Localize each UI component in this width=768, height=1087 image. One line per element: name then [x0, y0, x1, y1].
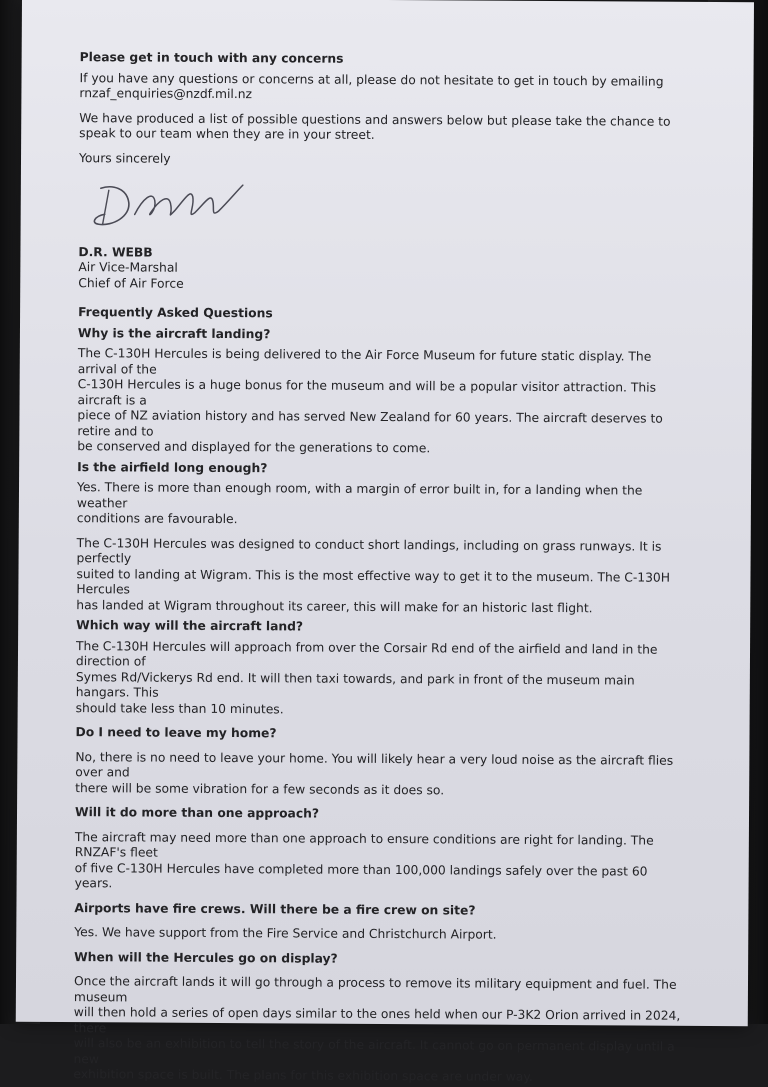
letter-content [73, 50, 689, 1086]
faq-intro-line: We have produced a list of possible questions and answers below but please take the chance to [79, 110, 671, 129]
faq-question: Is the airfield long enough? [77, 459, 268, 475]
faq-question: Which way will the aircraft land? [76, 618, 304, 634]
handwritten-signature [87, 174, 287, 235]
faq-heading: Frequently Asked Questions [78, 305, 273, 321]
faq-question: When will the Hercules go on display? [74, 949, 338, 966]
faq-answer-line: there will be some vibration for a few seconds as it does so. [75, 780, 445, 797]
contact-heading: Please get in touch with any concerns [79, 50, 344, 66]
faq-answer-line: The C-130H Hercules will approach from over the Corsair Rd end of the airfield and land in the direction of [75, 638, 658, 669]
faq-answer-line: piece of NZ aviation history and has served New Zealand for 60 years. The aircraft deserves to retire and to [77, 408, 663, 439]
faq-answer-line: has landed at Wigram throughout its career, this will make for an historic last flight. [76, 597, 593, 615]
faq-question: Do I need to leave my home? [75, 725, 277, 741]
letter-page [16, 0, 754, 1084]
contact-text-line: If you have any questions or concerns at all, please do not hesitate to get in touch by emailing [79, 70, 664, 89]
faq-answer-line: be conserved and displayed for the generations to come. [77, 439, 431, 456]
faq-list [73, 326, 688, 1087]
faq-answer-line: Once the aircraft lands it will go through a process to remove its military equipment and fuel. The museum [73, 974, 677, 1004]
signer-name: D.R. WEBB [78, 244, 153, 260]
faq-answer-line: Yes. We have support from the Fire Service and Christchurch Airport. [74, 925, 497, 942]
signer-rank: Air Vice-Marshal [78, 260, 178, 275]
faq-answer-line: Symes Rd/Vickerys Rd end. It will then taxi towards, and park in front of the museum main hangars. This [75, 669, 635, 700]
faq-answer-line: The C-130H Hercules was designed to conduct short landings, including on grass runways. It is perfectly [76, 535, 662, 566]
faq-answer-line: The C-130H Hercules is being delivered to the Air Force Museum for future static display. The arrival of the [77, 346, 652, 377]
faq-intro-line: speak to our team when they are in your street. [79, 126, 375, 142]
faq-answer-line: exhibition space is built. The plans for this exhibition space are under way. [73, 1067, 533, 1084]
faq-question: Airports have fire crews. Will there be a fire crew on site? [74, 900, 476, 918]
faq-answer-line: The aircraft may need more than one approach to ensure conditions are right for landing. The RNZAF's fleet [74, 829, 654, 860]
faq-answer-line: C-130H Hercules is a huge bonus for the museum and will be a popular visitor attraction. This aircraft is a [77, 377, 657, 408]
faq-question: Will it do more than one approach? [74, 805, 320, 821]
faq-answer-line: suited to landing at Wigram. This is the most effective way to get it to the museum. The C-130H Hercules [76, 566, 671, 597]
faq-answer-line: No, there is no need to leave your home. You will likely hear a very loud noise as the aircraft flies over and [75, 749, 674, 780]
contact-email: rnzaf_enquiries@nzdf.mil.nz [79, 86, 253, 102]
faq-question: Why is the aircraft landing? [77, 325, 271, 341]
faq-answer-line: Yes. There is more than enough room, with a margin of error built in, for a landing when the weather [76, 480, 643, 510]
signer-title: Chief of Air Force [78, 275, 184, 291]
faq-answer-line: conditions are favourable. [76, 511, 238, 527]
faq-answer-line: should take less than 10 minutes. [75, 700, 284, 716]
closing-text: Yours sincerely [78, 150, 171, 166]
faq-answer-line: will then hold a series of open days similar to the ones held when our P-3K2 Orion arrived in 2024, there [73, 1005, 681, 1035]
faq-answer-line: of five C-130H Hercules have completed more than 100,000 landings safely over the past 60 years. [74, 860, 648, 891]
faq-answer-line: will also be an exhibition to tell the story of the aircraft. It cannot go on permanent display until a new [73, 1036, 675, 1066]
